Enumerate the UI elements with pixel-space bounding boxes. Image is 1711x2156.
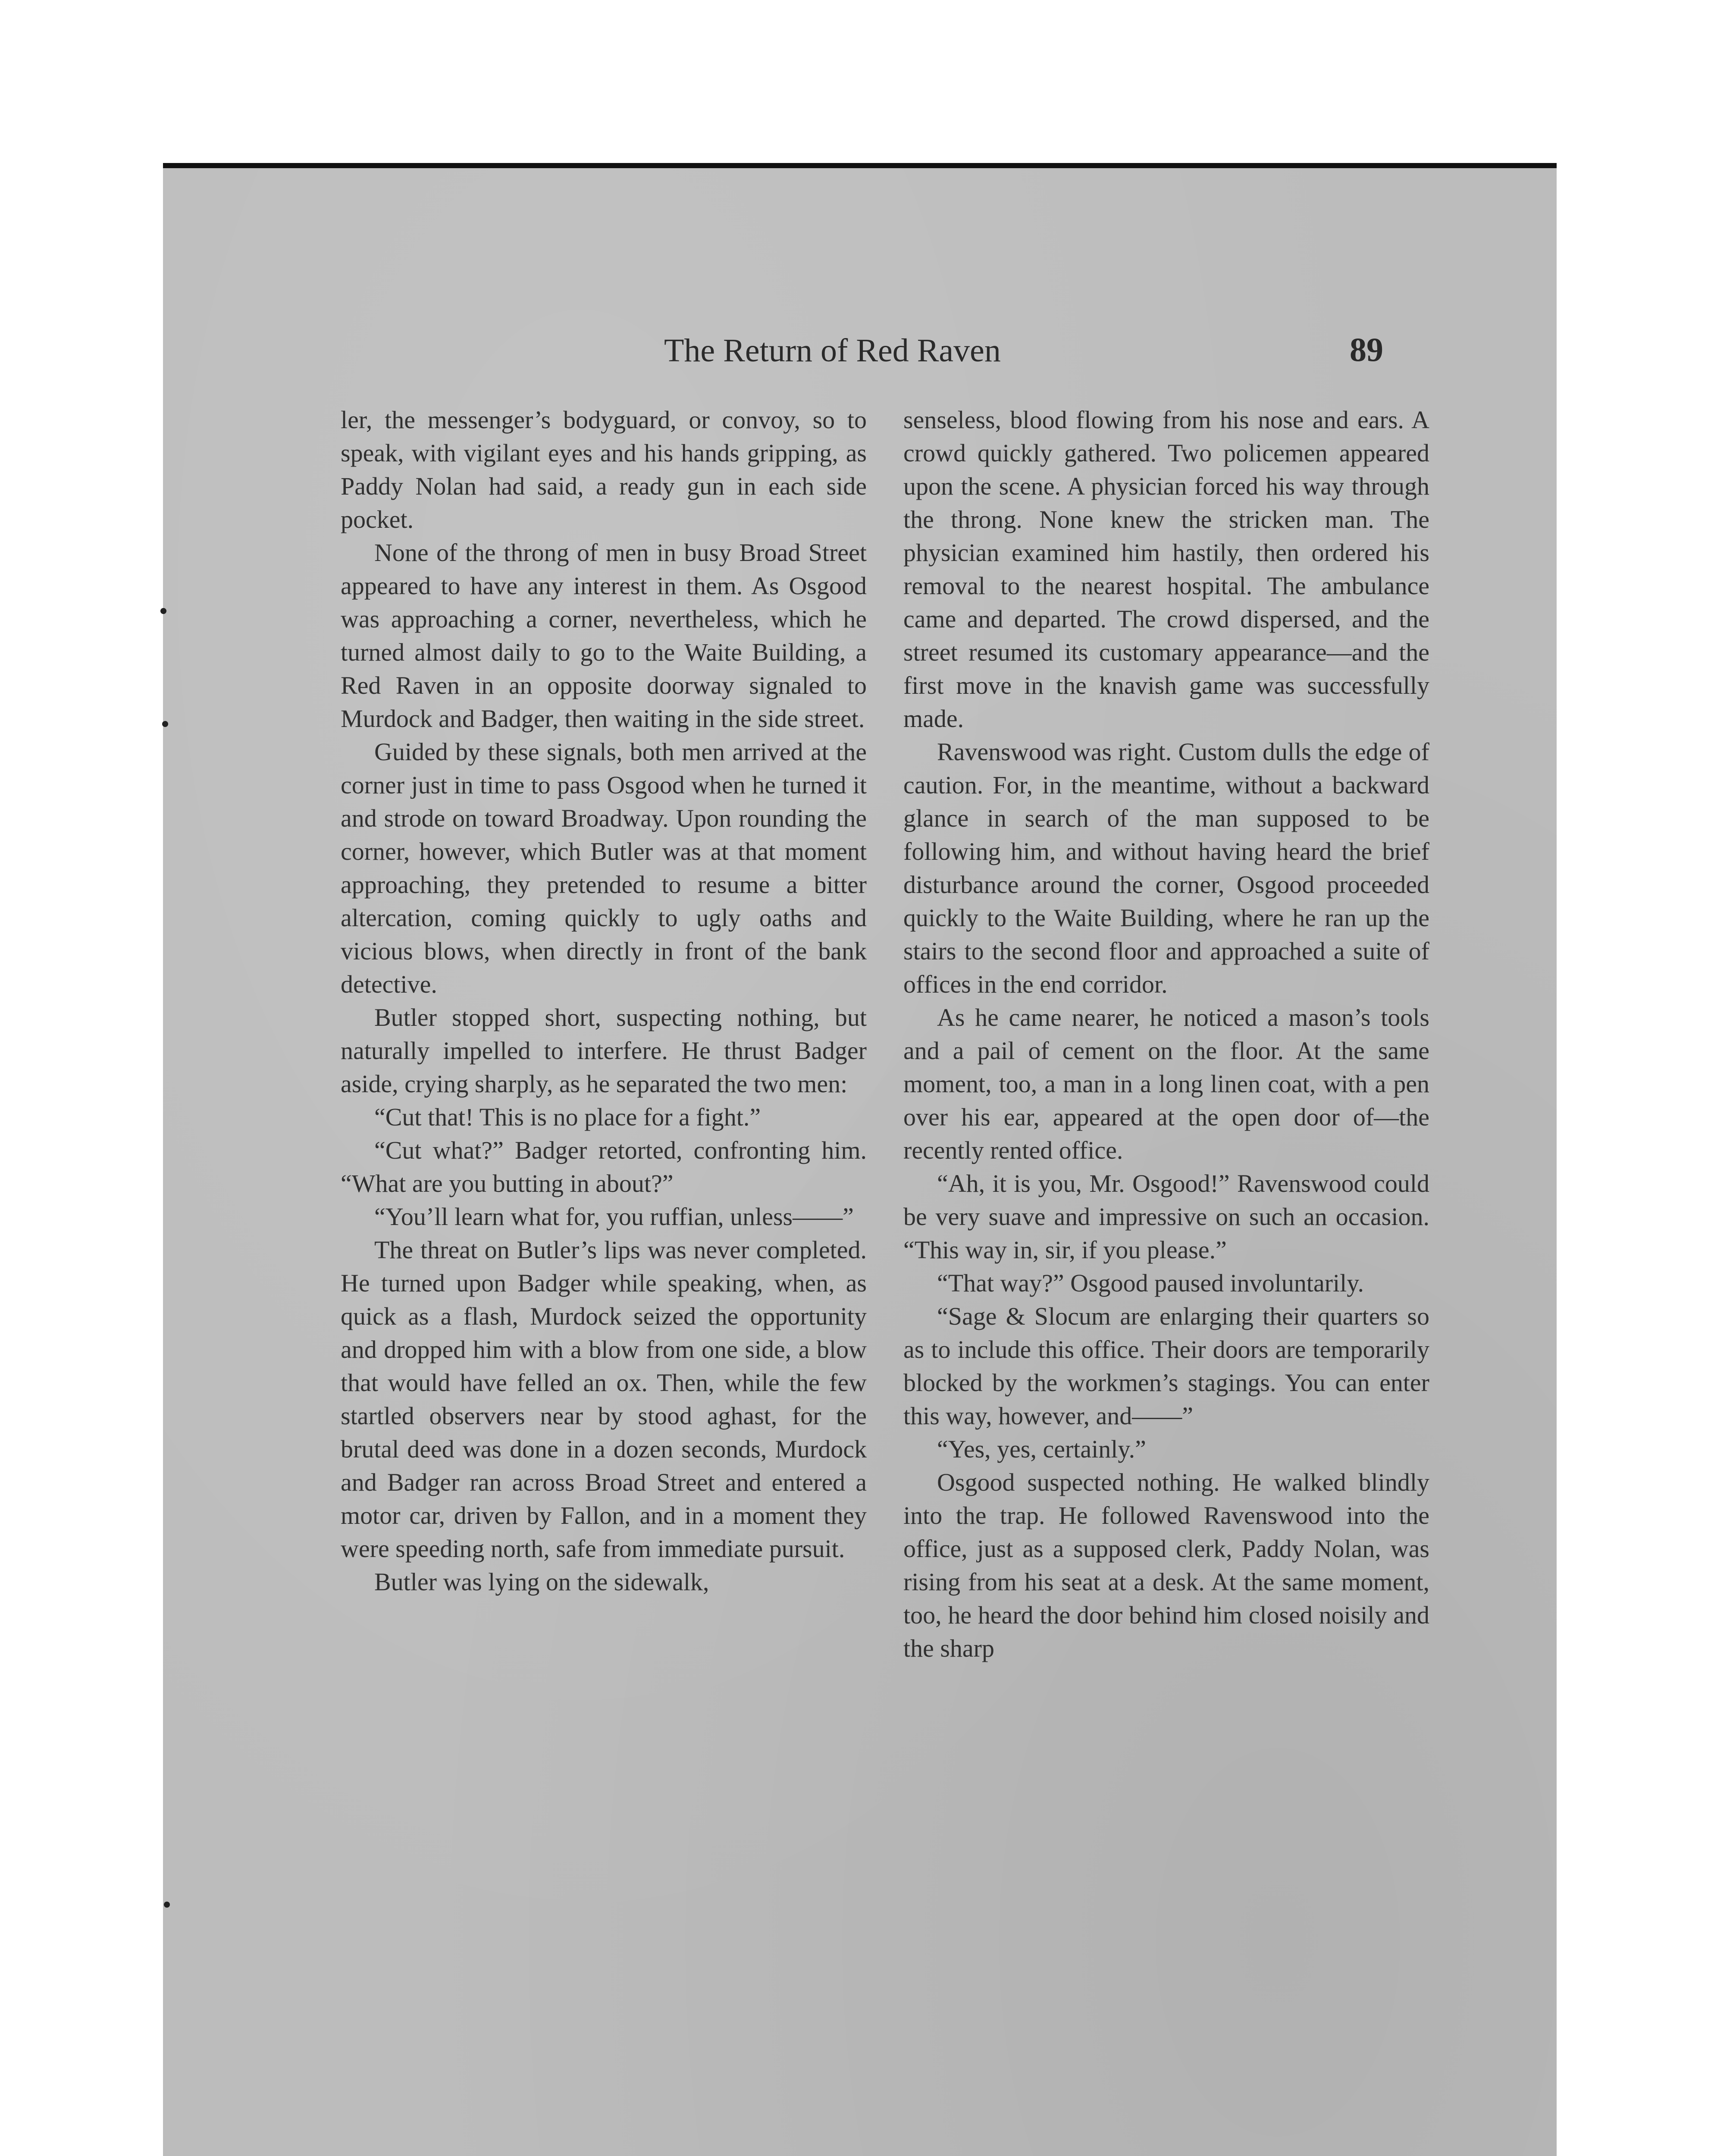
paragraph: senseless, blood flowing from his nose and ears. A crowd quickly gathered. Two policemen appeared upon the scene. A physician forced his way through the throng. None knew the stricken man. The physician examined him hastily, then ordered his removal to the nearest hospital. The ambulance came and departed. The crowd dispersed, and the street resumed its customary appearance—and the first move in the knavish game was successfully made. [903,406,1429,733]
paragraph: “Cut that! This is no place for a fight.” [374,1103,761,1131]
text-column-left [341,403,867,1598]
binding-hole-mark [162,721,168,727]
paragraph: “Yes, yes, certainly.” [937,1435,1146,1463]
paragraph: Ravenswood was right. Custom dulls the edge of caution. For, in the meantime, without a backward glance in search of the man supposed to be following him, and without having heard the brief disturbance around the corner, Osgood proceeded quickly to the Waite Building, where he ran up the stairs to the second floor and approached a suite of offices in the end corridor. [903,738,1429,998]
binding-hole-mark [164,1902,170,1908]
binding-hole-mark [160,608,166,614]
paragraph: ler, the messenger’s bodyguard, or convoy, so to speak, with vigilant eyes and his hands gripping, as Paddy Nolan had said, a ready gun in each side pocket. [341,406,867,533]
paragraph: None of the throng of men in busy Broad Street appeared to have any interest in them. As Osgood was approaching a corner, nevertheless, which he turned almost daily to go to the Waite Building, a Red Raven in an opposite doorway signaled to Murdock and Badger, then waiting in the side street. [341,539,867,733]
text-column-right [903,403,1429,1665]
paragraph: Butler stopped short, suspecting nothing, but naturally impelled to interfere. He thrust Badger aside, crying sharply, as he separated the two men: [341,1003,867,1098]
paragraph: Butler was lying on the sidewalk, [374,1568,709,1596]
paragraph: Guided by these signals, both men arrived at the corner just in time to pass Osgood when he turned it and strode on toward Broadway. Upon rounding the corner, however, which Butler was at that moment approaching, they pretended to resume a bitter altercation, coming quickly to ugly oaths and vicious blows, when directly in front of the bank detective. [341,738,867,998]
paragraph: The threat on Butler’s lips was never completed. He turned upon Badger while speaking, when, as quick as a flash, Murdock seized the opportunity and dropped him with a blow from one side, a blow that would have felled an ox. Then, while the few startled observers near by stood aghast, for the brutal deed was done in a dozen seconds, Murdock and Badger ran across Broad Street and entered a motor car, driven by Fallon, and in a moment they were speeding north, safe from immediate pursuit. [341,1236,867,1563]
paragraph: “Sage & Slocum are enlarging their quarters so as to include this office. Their doors are temporarily blocked by the workmen’s stagings. You can enter this way, however, and——” [903,1302,1429,1430]
paragraph: Osgood suspected nothing. He walked blindly into the trap. He followed Ravenswood into the office, just as a supposed clerk, Paddy Nolan, was rising from his seat at a desk. At the same moment, too, he heard the door behind him closed noisily and the sharp [903,1468,1429,1662]
page-number: 89 [1350,331,1383,368]
paragraph: “Cut what?” Badger retorted, confronting him. “What are you butting in about?” [341,1136,867,1197]
running-head-title: The Return of Red Raven [664,332,1001,369]
paragraph: As he came nearer, he noticed a mason’s tools and a pail of cement on the floor. At the same moment, too, a man in a long linen coat, with a pen over his ear, appeared at the open door of—the recently rented office. [903,1003,1429,1164]
paragraph: “That way?” Osgood paused involuntarily. [937,1269,1364,1297]
paragraph: “Ah, it is you, Mr. Osgood!” Ravenswood could be very suave and impressive on such an occasion. “This way in, sir, if you please.” [903,1169,1429,1264]
paragraph: “You’ll learn what for, you ruffian, unless——” [374,1203,854,1231]
